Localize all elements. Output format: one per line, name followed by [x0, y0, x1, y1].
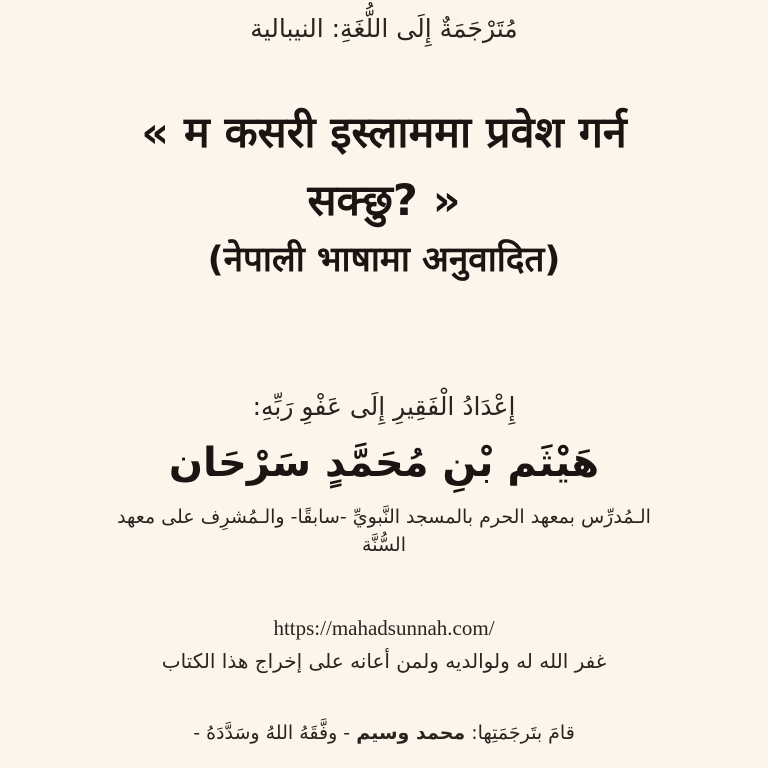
author-role-line-2: السُّنَّة [362, 534, 406, 556]
book-title-line-2: सक्छु? » [307, 176, 461, 226]
translator-suffix: - وفَّقَهُ اللهُ وسَدَّدَهُ - [193, 722, 351, 744]
book-title-line-1: « म कसरी इस्लाममा प्रवेश गर्न [141, 108, 627, 158]
translator-credit [20, 722, 748, 744]
prepared-by-label: إِعْدَادُ الْفَقِيرِ إِلَى عَفْوِ رَبِّهِ: [252, 392, 516, 421]
website-url: https://mahadsunnah.com/ [273, 616, 495, 640]
translated-to-language: مُتَرْجَمَةٌ إِلَى اللُّغَةِ: النيبالية [250, 14, 518, 43]
author-name: هَيْثَم بْنِ مُحَمَّدٍ سَرْحَان [168, 440, 600, 486]
book-subtitle: (नेपाली भाषामा अनुवादित) [207, 240, 561, 280]
author-role-line-1: الـمُدرِّس بمعهد الحرم بالمسجد النَّبويِّ -سابقًا- والـمُشرِف على معهد [117, 506, 651, 528]
prayer-line: غفر الله له ولوالديه ولمن أعانه على إخراج هذا الكتاب [161, 649, 607, 673]
translator-prefix: قامَ بتَرجَمَتِها: [471, 722, 575, 744]
translator-name: محمد وسيم [356, 722, 466, 744]
